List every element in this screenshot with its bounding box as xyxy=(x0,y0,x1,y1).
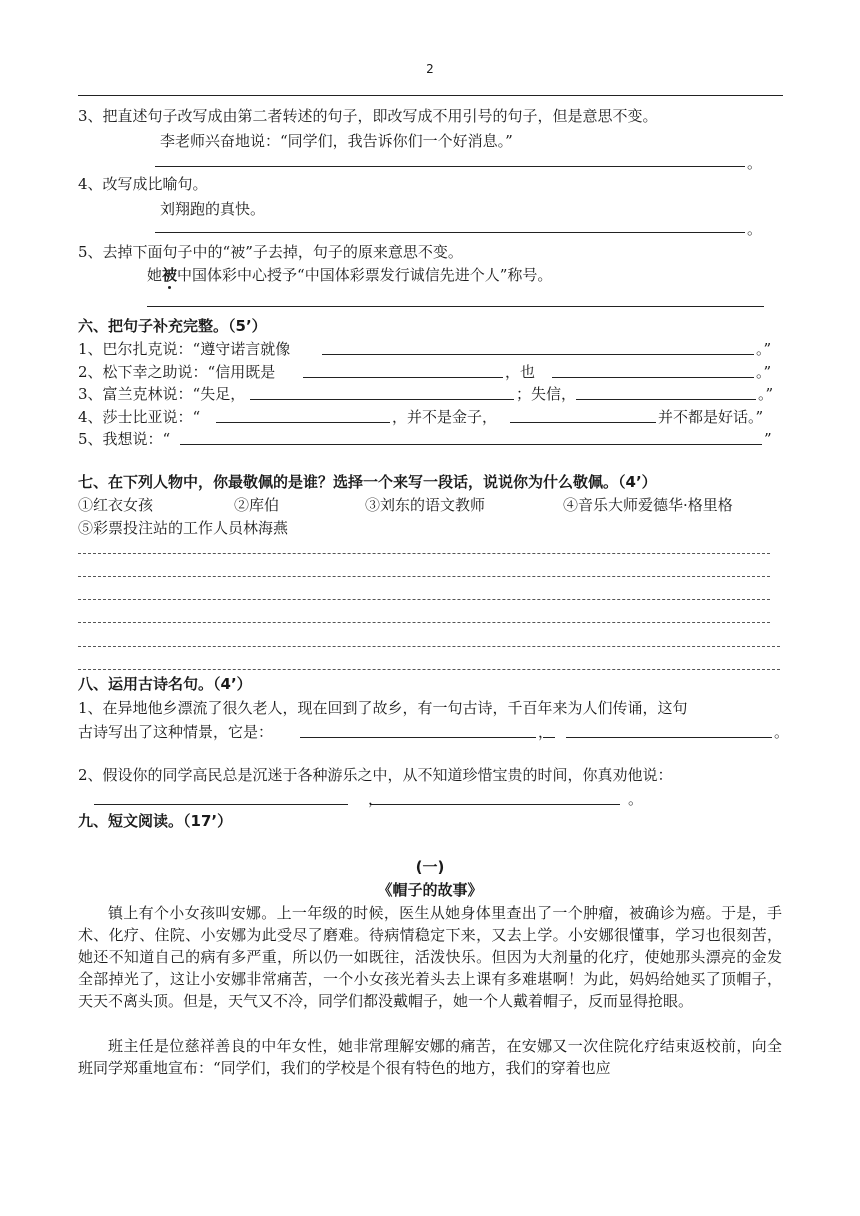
s6-item4-mid: ，并不是金子， xyxy=(392,408,498,426)
q5-example xyxy=(147,264,552,286)
s7-writing-line-1[interactable] xyxy=(78,553,770,554)
s7-writing-line-4[interactable] xyxy=(78,622,770,623)
s6-item4-text: 4、莎士比亚说：“ xyxy=(78,408,201,426)
s8-q1-sep: ， xyxy=(538,723,554,741)
q3-end: 。 xyxy=(747,154,763,172)
s6-item3-blank-b[interactable] xyxy=(576,399,756,400)
q3-example: 李老师兴奋地说：“同学们，我告诉你们一个好消息。” xyxy=(160,132,513,150)
header-rule xyxy=(78,95,783,96)
s7-option-3: ③刘东的语文教师 xyxy=(365,496,486,514)
s8-q2-sep: ， xyxy=(368,790,384,808)
s6-item3-blank-a[interactable] xyxy=(250,399,514,400)
section6-heading: 六、把句子补充完整。（5’） xyxy=(78,317,267,335)
q5-example-post: 中国体彩中心授予“中国体彩票发行诚信先进个人”称号。 xyxy=(177,266,553,284)
s7-option-5: ⑤彩票投注站的工作人员林海燕 xyxy=(78,519,289,537)
q3-answer-line[interactable] xyxy=(155,166,745,167)
s6-item5-blank[interactable] xyxy=(180,444,762,445)
q5-example-pre: 她 xyxy=(147,266,163,284)
q3-instruction: 3、把直述句子改写成由第二者转述的句子，即改写成不用引号的句子，但是意思不变。 xyxy=(78,107,658,125)
s6-item4-blank-b[interactable] xyxy=(510,422,656,423)
s6-item2-blank-b[interactable] xyxy=(552,377,754,378)
page-number: 2 xyxy=(426,62,434,76)
s6-item4-end: 并不都是好话。” xyxy=(658,408,764,426)
s6-item2-text: 2、松下幸之助说：“信用既是 xyxy=(78,363,276,381)
s6-item3-text: 3、富兰克林说：“失足， xyxy=(78,385,246,403)
s6-item3-mid: ；失信， xyxy=(516,385,577,403)
s7-writing-line-3[interactable] xyxy=(78,599,770,600)
s7-writing-line-6[interactable] xyxy=(78,669,780,670)
s8-q1-blank-b[interactable] xyxy=(566,737,772,738)
s8-q2-end: 。 xyxy=(628,790,644,808)
s7-option-2: ②库伯 xyxy=(234,496,280,514)
s6-item1-text: 1、巴尔扎克说：“遵守诺言就像 xyxy=(78,340,291,358)
s6-item1-blank[interactable] xyxy=(322,354,754,355)
s8-q1-line1: 1、在异地他乡漂流了很久老人，现在回到了故乡，有一句古诗，千百年来为人们传诵，这句 xyxy=(78,699,688,717)
q5-answer-line[interactable] xyxy=(147,306,764,307)
section9-heading: 九、短文阅读。（17’） xyxy=(78,812,233,830)
s7-writing-line-2[interactable] xyxy=(78,576,770,577)
s6-item2-end: 。” xyxy=(756,363,772,381)
s6-item5-end: ” xyxy=(764,430,772,448)
section8-heading: 八、运用古诗名句。（4’） xyxy=(78,675,252,693)
q4-example: 刘翔跑的真快。 xyxy=(160,200,266,218)
section7-heading: 七、在下列人物中，你最敬佩的是谁？选择一个来写一段话，说说你为什么敬佩。（4’） xyxy=(78,473,657,491)
s7-option-4: ④音乐大师爱德华·格里格 xyxy=(563,496,733,514)
q4-instruction: 4、改写成比喻句。 xyxy=(78,175,208,193)
s6-item4-blank-a[interactable] xyxy=(216,422,390,423)
s7-option-1: ①红衣女孩 xyxy=(78,496,154,514)
s8-q2-blank-b[interactable] xyxy=(370,804,620,805)
q4-answer-line[interactable] xyxy=(155,232,745,233)
reading-paragraph-1: 镇上有个小女孩叫安娜。上一年级的时候，医生从她身体里查出了一个肿瘤，被确诊为癌。于是，手术、化疗、住院、小安娜为此受尽了磨难。待病情稳定下来，又去上学。小安娜很懂事，学习也很刻苦，她还不知道自己的病有多严重，所以仍一如既往，活泼快乐。但因为大剂量的化疗，使她那头漂亮的金发全部掉光了，这让小安娜非常痛苦，一个小女孩光着头去上课有多难堪啊！为此，妈妈给她买了顶帽子，天天不离头顶。但是，天气又不冷，同学们都没戴帽子，她一个人戴着帽子，反而显得抢眼。 xyxy=(78,904,782,1010)
s6-item2-blank-a[interactable] xyxy=(303,377,503,378)
s8-q1-end: 。 xyxy=(774,723,790,741)
s6-item2-mid: ，也 xyxy=(505,363,536,381)
s6-item5-text: 5、我想说：“ xyxy=(78,430,171,448)
q5-instruction: 5、去掉下面句子中的“被”子去掉，句子的原来意思不变。 xyxy=(78,243,463,261)
q4-end: 。 xyxy=(747,220,763,238)
s8-q2-blank-a[interactable] xyxy=(94,804,348,805)
s8-q1-line2: 古诗写出了这种情景，它是： xyxy=(78,723,274,741)
s7-writing-line-5[interactable] xyxy=(78,646,780,647)
reading-paragraph-2: 班主任是位慈祥善良的中年女性，她非常理解安娜的痛苦，在安娜又一次住院化疗结束返校前，向全班同学郑重地宣布：“同学们，我们的学校是个很有特色的地方，我们的穿着也应 xyxy=(78,1037,782,1077)
s6-item1-end: 。” xyxy=(756,340,772,358)
s8-q1-blank-a[interactable] xyxy=(300,737,536,738)
q5-emphasis-char: 被 xyxy=(162,266,178,284)
s8-q1-sep-underline xyxy=(543,737,555,738)
s8-q2-text: 2、假设你的同学高民总是沉迷于各种游乐之中，从不知道珍惜宝贵的时间，你真劝他说： xyxy=(78,766,673,784)
reading-part-label: (一) xyxy=(415,858,445,876)
s6-item3-end: 。” xyxy=(758,385,774,403)
reading-title: 《帽子的故事》 xyxy=(377,881,483,899)
